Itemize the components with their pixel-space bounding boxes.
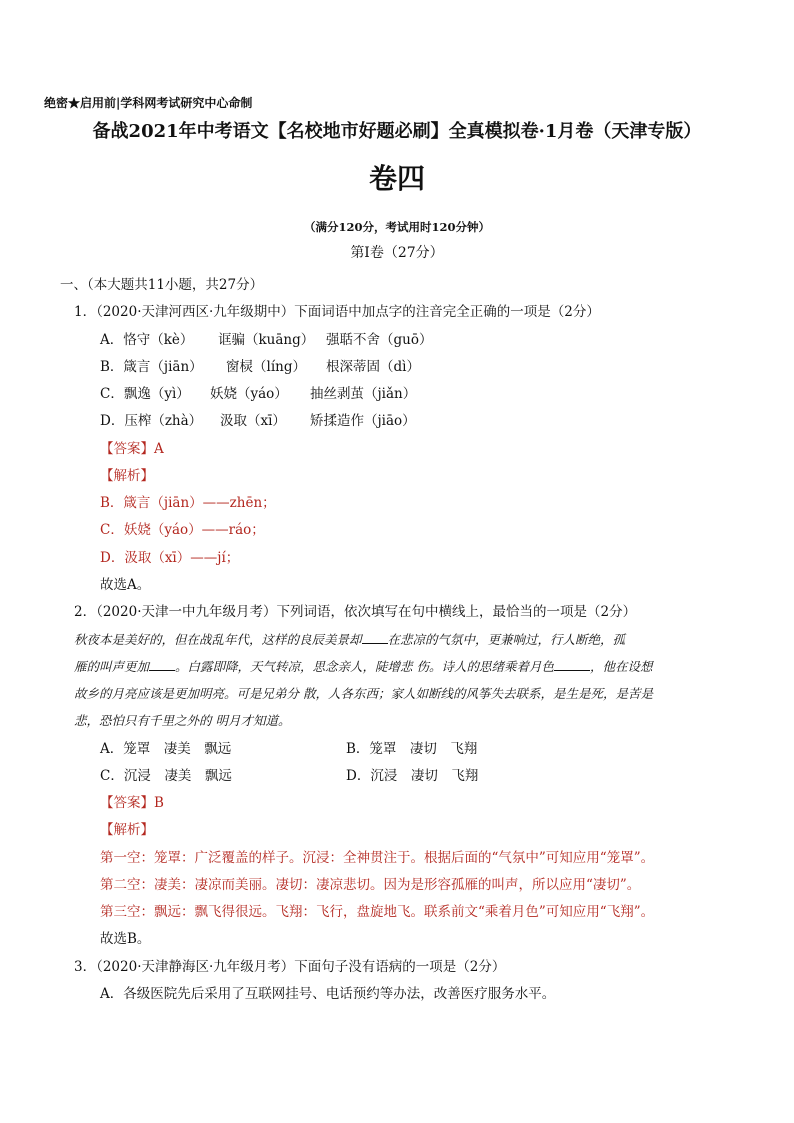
q1-option-a — [100, 331, 432, 349]
q2-passage-text: 。白露即降，天气转凉，思念亲人，陡增悲 伤。诗人的思绪乘着月色 — [175, 659, 554, 674]
part-title: 第Ⅰ卷（27分） — [350, 245, 444, 261]
q2-analysis-1: 第一空：笼罩：广泛覆盖的样子。沉浸：全神贯注于。根据后面的“气氛中”可知应用“笼罩”。 — [100, 850, 655, 866]
q1-option-a-2: 诓骗（kuāng） — [218, 332, 315, 348]
q1-option-d-1: D．压榨（zhà） — [100, 413, 203, 429]
q2-option-d: D．沉浸 凄切 飞翔 — [346, 768, 479, 784]
paper-number-title: 卷四 — [368, 162, 425, 195]
q2-answer: 【答案】B — [100, 795, 164, 811]
q2-option-c: C．沉浸 凄美 飘远 — [100, 768, 232, 784]
q1-stem: 1．（2020·天津河西区·九年级期中）下面词语中加点字的注音完全正确的一项是（2分） — [74, 304, 600, 320]
q2-passage-line-1 — [74, 631, 625, 649]
q1-option-d-3: 矫揉造作（jiāo） — [310, 413, 416, 429]
q3-option-a: A．各级医院先后采用了互联网挂号、电话预约等办法，改善医疗服务水平。 — [100, 986, 556, 1002]
q1-answer: 【答案】A — [100, 441, 164, 457]
q2-blank-2 — [149, 658, 175, 671]
q2-analysis-2: 第二空：凄美：凄凉而美丽。凄切：凄凉悲切。因为是形容孤雁的叫声，所以应用“凄切”。 — [100, 877, 641, 893]
q2-stem: 2．（2020·天津一中九年级月考）下列词语，依次填写在句中横线上，最恰当的一项是（2分） — [74, 604, 637, 620]
q1-option-b-3: 根深蒂固（dì） — [326, 359, 420, 375]
q2-passage-text: ，他在设想 — [590, 659, 653, 674]
q2-passage-text: 雁的叫声更加 — [74, 659, 150, 674]
q2-blank-3 — [554, 658, 590, 671]
q1-option-b — [100, 358, 420, 376]
q1-option-a-1: A．恪守（kè） — [100, 332, 194, 348]
score-note: （满分120分，考试用时120分钟） — [303, 220, 490, 234]
q2-passage-line-3: 故乡的月亮应该是更加明亮。可是兄弟分 散，人各东西；家人如断线的风筝失去联系，是生是死，是苦是 — [74, 686, 653, 701]
q1-option-a-3: 强聒不舍（guō） — [326, 332, 433, 348]
q2-passage-line-2 — [74, 658, 653, 676]
q1-option-b-1: B．箴言（jiān） — [100, 359, 203, 375]
q1-option-c-3: 抽丝剥茧（jiǎn） — [310, 386, 417, 402]
section-heading: 一、（本大题共11小题，共27分） — [60, 277, 264, 293]
q2-analysis-label: 【解析】 — [100, 822, 154, 838]
q2-passage-text: 在悲凉的气氛中，更兼响过，行人断绝，孤 — [387, 632, 626, 647]
q1-analysis-b: B．箴言（jiān）——zhēn； — [100, 495, 276, 511]
q2-conclusion: 故选B。 — [100, 931, 151, 947]
q1-conclusion: 故选A。 — [100, 577, 151, 593]
q1-analysis-c: C．妖娆（yáo）——ráo； — [100, 522, 265, 538]
q1-option-c-2: 妖娆（yáo） — [210, 386, 288, 402]
q1-option-d — [100, 412, 416, 430]
q1-analysis-d: D．汲取（xī）——jí； — [100, 550, 240, 566]
confidential-header: 绝密★启用前|学科网考试研究中心命制 — [44, 96, 253, 110]
q2-passage-line-4: 悲，恐怕只有千里之外的 明月才知道。 — [74, 713, 291, 728]
q2-blank-1 — [362, 631, 388, 644]
q1-option-c — [100, 385, 416, 403]
q2-option-b: B．笼罩 凄切 飞翔 — [346, 741, 478, 757]
q1-analysis-label: 【解析】 — [100, 468, 154, 484]
q3-stem: 3．（2020·天津静海区·九年级月考）下面句子没有语病的一项是（2分） — [74, 959, 506, 975]
document-title: 备战2021年中考语文【名校地市好题必刷】全真模拟卷·1月卷（天津专版） — [92, 121, 702, 142]
q2-passage-text: 秋夜本是美好的，但在战乱年代，这样的良辰美景却 — [74, 632, 362, 647]
q2-option-a: A．笼罩 凄美 飘远 — [100, 741, 232, 757]
q2-analysis-3: 第三空：飘远：飘飞得很远。飞翔：飞行，盘旋地飞。联系前文“乘着月色”可知应用“飞翔”。 — [100, 904, 655, 920]
q1-option-b-2: 窗棂（líng） — [226, 359, 306, 375]
q1-option-d-2: 汲取（xī） — [220, 413, 286, 429]
q1-option-c-1: C．飘逸（yì） — [100, 386, 190, 402]
